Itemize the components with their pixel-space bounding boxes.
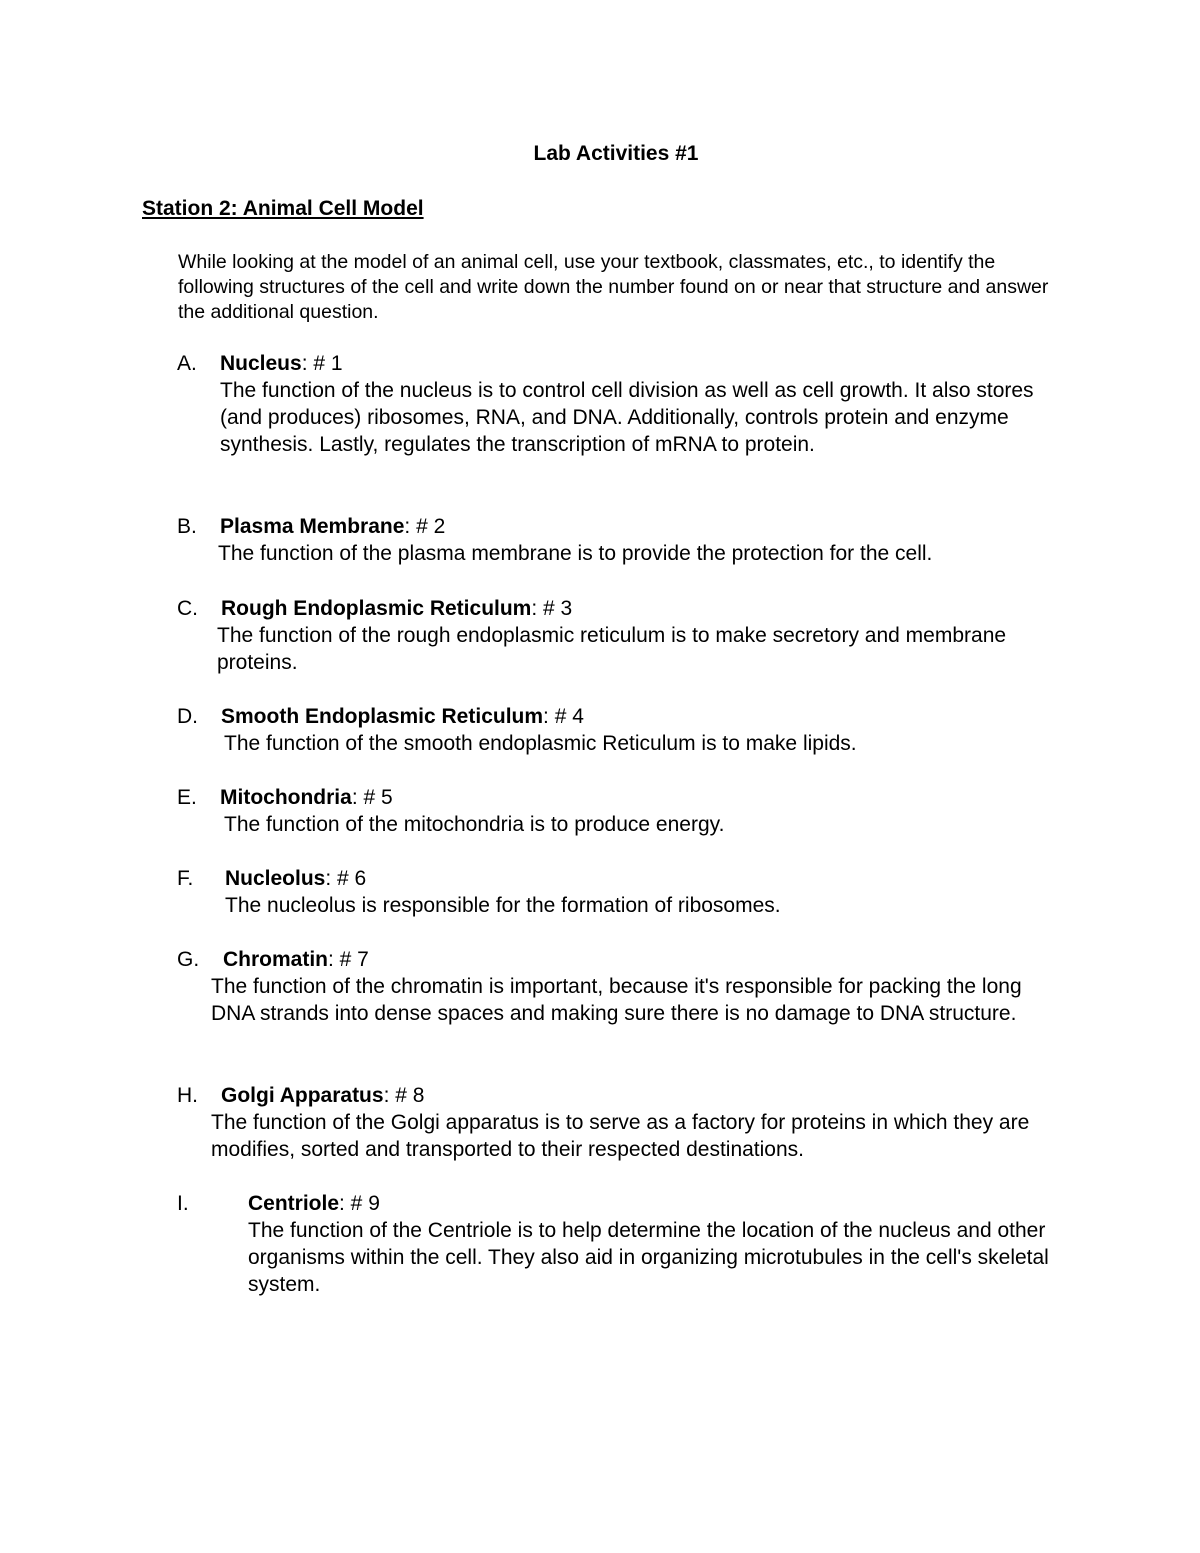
- item-term: Smooth Endoplasmic Reticulum: [221, 705, 544, 728]
- item-term: Chromatin: [223, 948, 328, 971]
- item-description: The function of the Golgi apparatus is to serve as a factory for proteins in which they are modifies, sorted and transported to their respected destinations.: [211, 1111, 1030, 1161]
- item-heading: [221, 1082, 424, 1109]
- item-marker: I.: [177, 1192, 189, 1215]
- item-number: : # 6: [325, 867, 367, 890]
- item-heading: [223, 946, 369, 973]
- item-number: : # 4: [543, 705, 584, 728]
- item-description: The function of the plasma membrane is to provide the protection for the cell.: [218, 542, 933, 565]
- item-term: Golgi Apparatus: [221, 1084, 384, 1107]
- item-description: The function of the chromatin is important, because it's responsible for packing the long DNA strands into dense spaces and making sure there is no damage to DNA structure.: [211, 975, 1022, 1025]
- item-marker: E.: [177, 786, 197, 809]
- item-number: : # 9: [339, 1192, 380, 1215]
- item-term: Mitochondria: [220, 786, 352, 809]
- item-number: : # 3: [531, 597, 573, 620]
- item-marker: B.: [177, 515, 197, 538]
- item-heading: [221, 595, 572, 622]
- item-heading: [248, 1190, 380, 1217]
- item-marker: D.: [177, 705, 198, 728]
- item-heading: [220, 513, 445, 540]
- intro-paragraph: While looking at the model of an animal cell, use your textbook, classmates, etc., to identify the following structures of the cell and write down the number found on or near that structure and answer the additional question.: [178, 251, 1049, 323]
- item-number: : # 8: [383, 1084, 425, 1107]
- item-term: Nucleolus: [225, 867, 326, 890]
- item-heading: [220, 350, 343, 377]
- station-heading: Station 2: Animal Cell Model: [142, 197, 424, 220]
- item-number: : # 1: [301, 352, 343, 375]
- item-heading: [221, 703, 584, 730]
- item-marker: F.: [177, 867, 194, 890]
- item-term: Nucleus: [220, 352, 302, 375]
- item-description: The function of the smooth endoplasmic Reticulum is to make lipids.: [224, 732, 857, 755]
- item-description: The function of the rough endoplasmic reticulum is to make secretory and membrane proteins.: [217, 624, 1007, 674]
- page-title: Lab Activities #1: [533, 142, 699, 165]
- item-number: : # 7: [328, 948, 369, 971]
- item-description: The nucleolus is responsible for the formation of ribosomes.: [225, 894, 781, 917]
- item-heading: [225, 865, 366, 892]
- item-number: : # 5: [351, 786, 393, 809]
- item-description: The function of the mitochondria is to produce energy.: [224, 813, 725, 836]
- item-marker: H.: [177, 1084, 198, 1107]
- item-term: Plasma Membrane: [220, 515, 405, 538]
- item-marker: A.: [177, 352, 197, 375]
- item-term: Centriole: [248, 1192, 340, 1215]
- item-heading: [220, 784, 393, 811]
- item-description: The function of the nucleus is to control cell division as well as cell growth. It also stores (and produces) ribosomes, RNA, and DNA. Additionally, controls protein and enzyme synthesis. Lastly, regulates the transcription of mRNA to protein.: [220, 379, 1034, 456]
- item-term: Rough Endoplasmic Reticulum: [221, 597, 532, 620]
- item-description: The function of the Centriole is to help determine the location of the nucleus and other organisms within the cell. They also aid in organizing microtubules in the cell's skeletal system.: [248, 1219, 1049, 1296]
- item-number: : # 2: [404, 515, 446, 538]
- item-marker: G.: [177, 948, 200, 971]
- item-marker: C.: [177, 597, 198, 620]
